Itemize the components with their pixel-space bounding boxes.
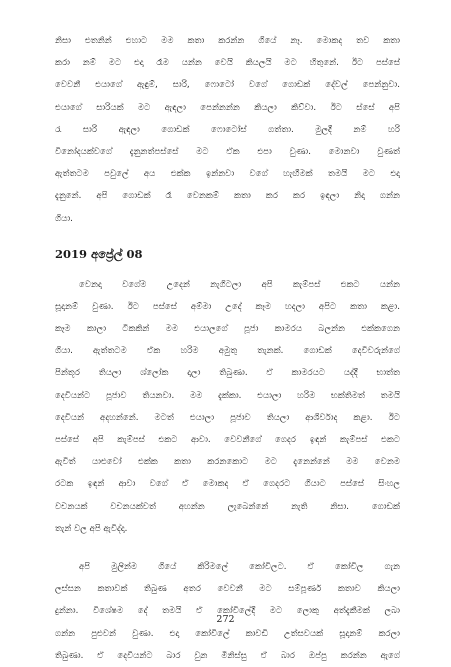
text-line: ගියා.: [55, 213, 73, 224]
text-line: ගන්න පුළුවන් වුණා. එදා කෝවිලේ කාවඩි උත්සවයක් සූදානම් කරලා: [55, 628, 400, 639]
date-heading: 2019 අප්‍රේල් 08: [55, 246, 143, 261]
page-body: [55, 30, 400, 667]
text-line: පස්සේ අපි කැම්පස් එකට ආවා. වෙවනීගේ ගෙදර ඉඳන් කැම්පස් එකට: [55, 435, 400, 445]
text-line: සූදානම් වුණා. ඊට පස්සේ අම්මා උදේ කෑම හදලා අපිට කතා කළා.: [55, 301, 400, 312]
text-line: වෙනදා වගේම උදෙන් නැගිටලා අපි කැම්පස් එකට යන්න: [79, 279, 400, 290]
text-line: දෙවියන් අදහන්නේ. මටත් එයාලා පූජාව තියලා ආශිර්වාද කළා. ඊට: [55, 412, 400, 423]
text-line: ලස්සන කතාවක් තිබුණ අතර වෙවනී මට සම්පූර්ණ කතාව කියලා: [55, 584, 400, 595]
paragraph-2: [55, 274, 400, 540]
text-line: තිබුණා. ඒ දෙවියන්ට බාර වුන මිනිස්සු ඒ බාර ඔප්පු කරන්න ඇගේ: [55, 650, 400, 661]
page-number: 272: [216, 614, 235, 625]
paragraph-3: [55, 556, 400, 667]
text-line: විනෝදයක්වගේ දැනුනත්පස්සේ මට ඒක එපා වුණා. මොනවා වුණත්: [55, 146, 400, 157]
text-line: පින්තූර තියලා ශ්ලෝක දාලා තිබුණා. ඒ කාමරයට යද්දී භාත්ත: [55, 368, 400, 379]
text-line: අපි මුලින්ම ගියේ කිරිමලේ කෝවිලට. ඒ කෝවිල ගැන: [79, 561, 400, 572]
text-line: ඇත්තටම පවුලේ අය එක්ක ඉන්නවා වගේ හැඟීමක් තමයි මට එදා: [55, 169, 400, 180]
text-line: කරා නම් මට එදා රෑම යන්න වෙයි කියලයි මට හිතුනේ. ඊට පස්සේ: [55, 58, 400, 69]
text-line: ඇවිත් යාළුවෝ එක්ක කතා කරනකොට මට දැනෙන්නේ මම වෙනම: [55, 457, 400, 468]
text-line: නිසා එතනින් එහාට මම කතා කරන්න ගියේ නෑ. මොකද තව කතා: [55, 36, 400, 46]
text-line: වචනයක් වචනයක්වත් අහන්න ලැබෙන්නේ නැති නිසා. ගොඩක්: [55, 501, 400, 512]
text-line: රටක ඉඳන් ආවා වගේ ඒ මොකද ඒ ගෙදරට ගියාට පස්සේ සිංහල: [55, 479, 400, 490]
text-line: රැ සාරි ඇඳලා ගොඩක් ෆොටෝස් ගත්තා. මුලදී නම් හරි: [55, 124, 400, 135]
text-line: කෑම කාලා ටිකකින් මම එයාලගේ පූජා කාමරය බලන්න එක්කගෙන: [55, 324, 400, 335]
text-line: තැන් වල අපි ඇවිද්දා.: [55, 523, 128, 534]
text-line: දුන්නා. විශේෂම දේ තමයි ඒ කෝවිලේදී මට ලොකු අත්දැකීමක් ලබා: [55, 606, 400, 617]
text-line: එයාගේ සාරියක් මට ඇඳලා පෙන්නන්න කියලා කිව්වා. ඊට ස්සේ අපි: [55, 102, 400, 113]
text-line: දෙවියන්ට පූජාව තියනවා. මම දැක්කා. එයාලා හරිම භක්තිමත් තමයි: [55, 390, 400, 401]
text-line: ගියා. ඇත්තටම ඒක හරිම අමුතු තැනක්. ගොඩක් දෙවිවරුන්ගේ: [55, 346, 400, 357]
text-line: දැනුනේ. අපි ගොඩක් රෑ වෙනකම් කතා කර කර ඉඳලා නිදා ගන්න: [55, 191, 400, 202]
text-line: වෙවනී එයාගේ ඇඳුම්, සාරි, ෆොටෝ වගේ ගොඩක් දේවල් පෙන්නුවා.: [55, 80, 400, 91]
paragraph-spacer: [55, 540, 400, 556]
paragraph-1: [55, 30, 400, 230]
